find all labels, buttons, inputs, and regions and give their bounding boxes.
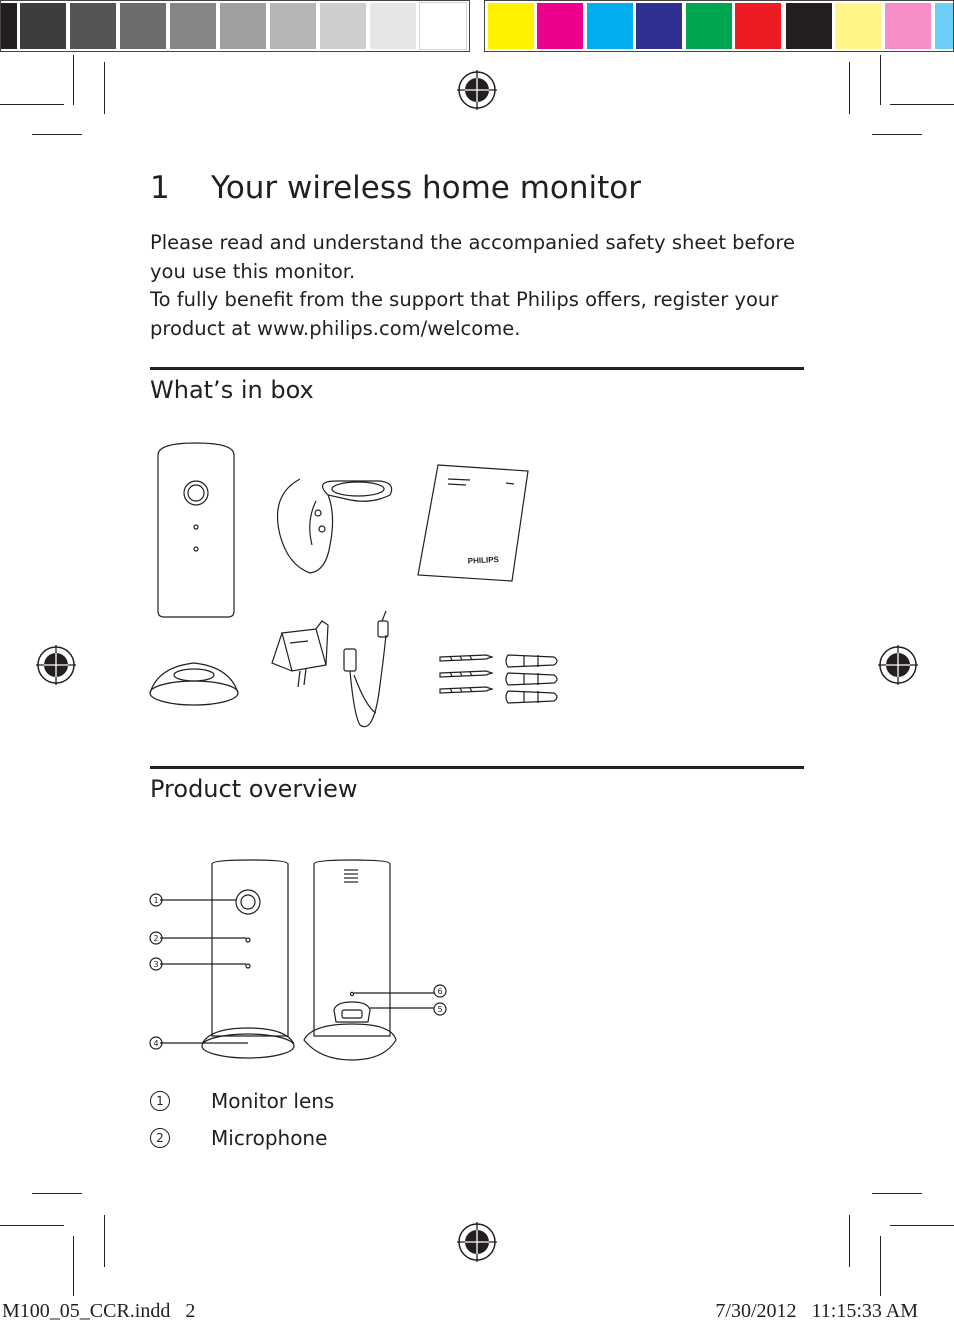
callout-1: 1 xyxy=(153,896,159,905)
color-swatch xyxy=(320,3,366,49)
color-swatch xyxy=(120,3,166,49)
chapter-title-text: Your wireless home monitor xyxy=(211,170,642,206)
callout-2: 2 xyxy=(153,934,159,943)
color-swatch xyxy=(786,3,832,49)
color-swatch xyxy=(420,3,466,49)
color-swatch xyxy=(20,3,66,49)
product-overview-illustration xyxy=(140,850,460,1070)
color-swatch xyxy=(537,3,583,49)
monitor-base-icon xyxy=(150,663,238,705)
color-swatch xyxy=(636,3,682,49)
color-swatch xyxy=(935,3,954,49)
registration-note: To fully benefit from the support that Philips offers, register your product at www.philips.com/welcome. xyxy=(150,288,779,340)
legend-label: Monitor lens xyxy=(211,1089,335,1113)
color-swatch xyxy=(370,3,416,49)
legend-item xyxy=(150,1126,327,1150)
safety-note: Please read and understand the accompanied safety sheet before you use this monitor. xyxy=(150,231,795,283)
chapter-title xyxy=(150,170,641,206)
product-overview-heading: Product overview xyxy=(150,775,358,803)
registration-mark-icon xyxy=(878,645,918,685)
intro-text xyxy=(150,229,810,343)
registration-mark-icon xyxy=(36,645,76,685)
chapter-number: 1 xyxy=(150,170,170,206)
legend-number: 1 xyxy=(150,1091,170,1111)
callout-6: 6 xyxy=(437,987,443,996)
section-rule xyxy=(150,367,804,370)
registration-mark-icon xyxy=(457,1222,497,1262)
wall-anchors-icon xyxy=(506,655,557,703)
whats-in-box-heading: What’s in box xyxy=(150,376,314,404)
color-swatch xyxy=(170,3,216,49)
power-adapter-icon xyxy=(272,621,328,687)
callout-5: 5 xyxy=(437,1005,443,1014)
footer-timestamp: 7/30/2012 11:15:33 AM xyxy=(715,1300,918,1322)
monitor-front-icon xyxy=(202,860,294,1058)
callout-3: 3 xyxy=(153,960,159,969)
color-swatch xyxy=(735,3,781,49)
registration-mark-icon xyxy=(457,70,497,110)
legend-number: 2 xyxy=(150,1128,170,1148)
color-swatch xyxy=(587,3,633,49)
color-swatch xyxy=(270,3,316,49)
legend-label: Microphone xyxy=(211,1126,328,1150)
screws-icon xyxy=(440,655,492,693)
color-swatch xyxy=(835,3,881,49)
color-swatch xyxy=(488,3,534,49)
color-swatch xyxy=(0,3,17,49)
color-swatch xyxy=(686,3,732,49)
monitor-back-icon xyxy=(304,860,396,1060)
manual-brand-text: PHILIPS xyxy=(467,555,500,566)
color-swatch xyxy=(70,3,116,49)
monitor-front-icon xyxy=(158,443,234,617)
usb-cable-icon xyxy=(344,611,388,727)
color-swatch xyxy=(220,3,266,49)
section-rule xyxy=(150,766,804,769)
legend-item xyxy=(150,1089,334,1113)
color-swatch xyxy=(885,3,931,49)
footer-file-info: M100_05_CCR.indd 2 xyxy=(2,1300,196,1322)
callout-4: 4 xyxy=(153,1039,159,1048)
wall-mount-icon xyxy=(278,479,392,573)
box-contents-illustration xyxy=(140,435,580,735)
